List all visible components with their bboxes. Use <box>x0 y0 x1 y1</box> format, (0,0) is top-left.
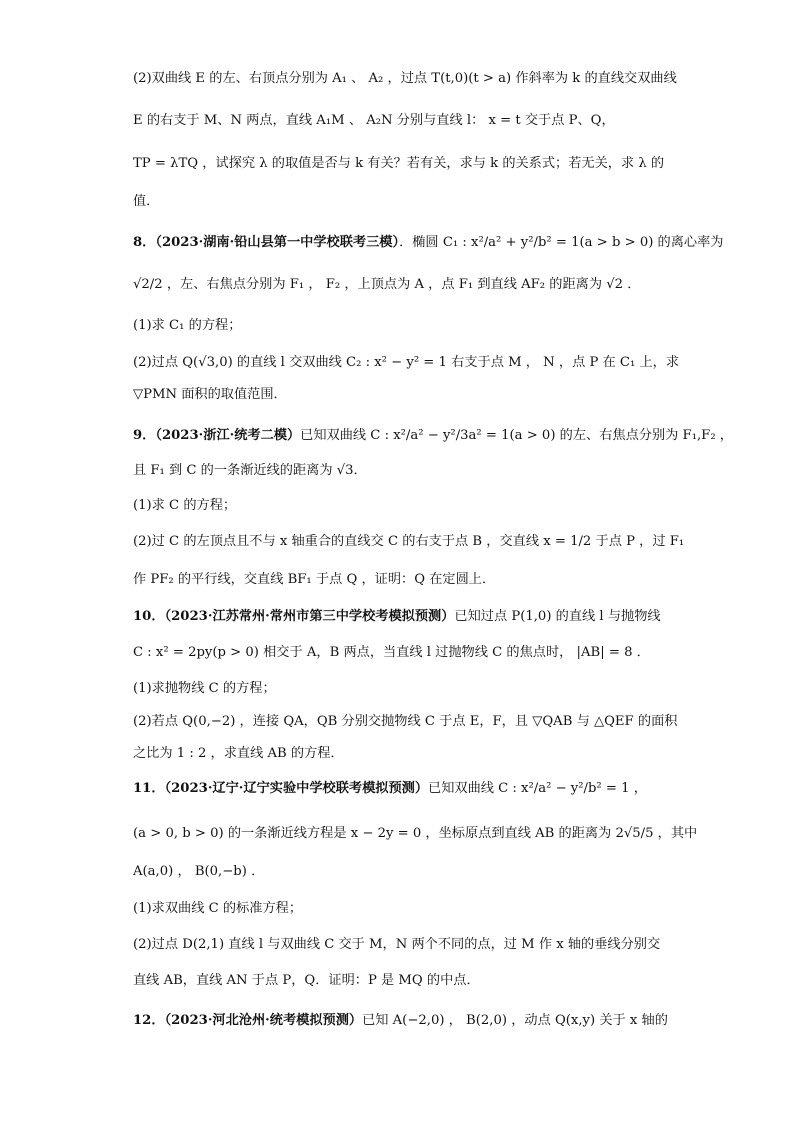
problem-source-label: 11．（2023·辽宁·辽宁实验中学校联考模拟预测） <box>133 781 429 796</box>
problem-text: √2/2 ，左、右焦点分别为 F₁ ， F₂ ，上顶点为 A ，点 F₁ 到直线 AF₂ 的距离为 √2 ． <box>133 277 641 292</box>
problem-text: 已知双曲线 C : x²/a² − y²/3a² = 1(a > 0) 的左、右焦点分别为 F₁,F₂ ， <box>300 428 733 443</box>
text-line <box>133 713 678 731</box>
problem-text: (2)若点 Q(0,−2) ，连接 QA，QB 分别交抛物线 C 于点 E，F，且 ▽QAB 与 △QEF 的面积 <box>133 714 678 729</box>
text-line <box>133 497 663 515</box>
problem-text: 直线 AB，直线 AN 于点 P，Q．证明：P 是 MQ 的中点． <box>133 973 480 988</box>
text-line <box>133 462 663 480</box>
text-line <box>133 825 698 843</box>
text-line <box>133 386 663 404</box>
text-line <box>133 112 663 130</box>
text-line <box>133 276 663 294</box>
text-line <box>133 644 663 662</box>
text-line <box>133 70 677 88</box>
text-line <box>133 900 663 918</box>
problem-text: ▽PMN 面积的取值范围． <box>133 387 287 402</box>
text-line <box>133 234 724 252</box>
text-line <box>133 533 685 551</box>
problem-text: (2)过点 Q(√3,0) 的直线 l 交双曲线 C₂ : x² − y² = 1 右支于点 M ， N ，点 P 在 C₁ 上，求 <box>133 355 680 370</box>
problem-source-label: 12．（2023·河北沧州·统考模拟预测） <box>133 1013 363 1028</box>
problem-source-label: 8．（2023·湖南·铅山县第一中学校联考三模） <box>133 235 400 250</box>
text-line <box>133 427 733 445</box>
problem-text: (a > 0, b > 0) 的一条渐近线方程是 x − 2y = 0 ，坐标原点到直线 AB 的距离为 2√5/5 ，其中 <box>133 826 698 841</box>
problem-text: E 的右支于 M、N 两点，直线 A₁M 、 A₂N 分别与直线 l： x = t 交于点 P、Q， <box>133 113 615 128</box>
problem-text: 值． <box>133 194 160 209</box>
problem-text: 已知 A(−2,0) ， B(2,0) ，动点 Q(x,y) 关于 x 轴的 <box>362 1013 668 1028</box>
problem-text: ．椭圆 C₁ : x²/a² + y²/b² = 1(a > b > 0) 的离心率为 <box>399 235 724 250</box>
problem-text: (2)双曲线 E 的左、右顶点分别为 A₁ 、 A₂ ，过点 T(t,0)(t > a) 作斜率为 k 的直线交双曲线 <box>133 71 677 86</box>
text-line <box>133 608 663 626</box>
problem-text: 已知双曲线 C : x²/a² − y²/b² = 1 ， <box>428 781 647 796</box>
problem-text: (1)求 C₁ 的方程； <box>133 318 242 333</box>
problem-text: (1)求双曲线 C 的标准方程； <box>133 901 303 916</box>
text-line <box>133 571 663 589</box>
text-line <box>133 680 663 698</box>
problem-text: A(a,0) ， B(0,−b) ． <box>133 864 265 879</box>
text-line <box>133 354 680 372</box>
problem-text: (2)过 C 的左顶点且不与 x 轴重合的直线交 C 的右支于点 B ，交直线 x = 1/2 于点 P ，过 F₁ <box>133 534 685 549</box>
text-line <box>133 317 663 335</box>
text-line <box>133 1012 668 1030</box>
text-line <box>133 193 663 211</box>
text-line <box>133 780 663 798</box>
problem-text: 之比为 1 : 2 ，求直线 AB 的方程． <box>133 746 344 761</box>
problem-text: 作 PF₂ 的平行线，交直线 BF₁ 于点 Q ，证明：Q 在定圆上． <box>133 572 496 587</box>
text-line <box>133 936 663 954</box>
problem-text: C : x² = 2py(p > 0) 相交于 A，B 两点，当直线 l 过抛物线 C 的焦点时， |AB| = 8 ． <box>133 645 650 660</box>
problem-source-label: 10．（2023·江苏常州·常州市第三中学校考模拟预测） <box>133 609 455 624</box>
problem-text: (2)过点 D(2,1) 直线 l 与双曲线 C 交于 M，N 两个不同的点，过 M 作 x 轴的垂线分别交 <box>133 937 661 952</box>
text-line <box>133 745 663 763</box>
problem-text: 且 F₁ 到 C 的一条渐近线的距离为 √3． <box>133 463 367 478</box>
problem-source-label: 9．（2023·浙江·统考二模） <box>133 428 301 443</box>
text-line <box>133 863 663 881</box>
problem-text: (1)求抛物线 C 的方程； <box>133 681 276 696</box>
problem-text: TP = λTQ ，试探究 λ 的取值是否与 k 有关？若有关，求与 k 的关系式；若无关，求 λ 的 <box>133 156 665 171</box>
text-line <box>133 972 663 990</box>
problem-text: (1)求 C 的方程； <box>133 498 237 513</box>
problem-text: 已知过点 P(1,0) 的直线 l 与抛物线 <box>454 609 661 624</box>
text-line <box>133 155 663 173</box>
